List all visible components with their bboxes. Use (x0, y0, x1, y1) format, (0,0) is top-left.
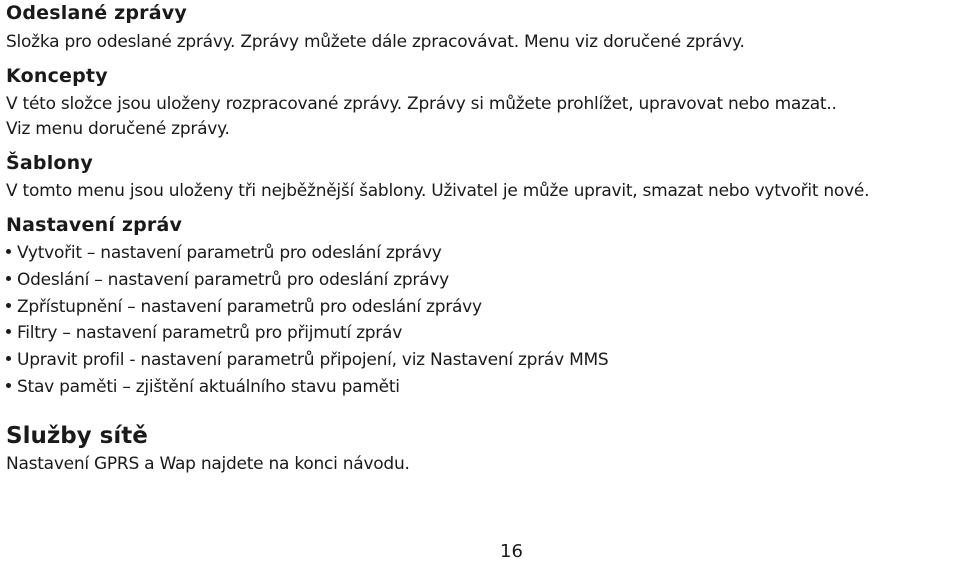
drafts-text-line-1: V této složce jsou uloženy rozpracované zprávy. Zprávy si můžete prohlížet, upravovat nebo mazat.. (6, 94, 837, 114)
manual-page (6, 0, 956, 565)
heading-drafts: Koncepty (6, 65, 108, 87)
settings-list-item: Vytvořit – nastavení parametrů pro odeslání zprávy (6, 243, 442, 263)
heading-network-services: Služby sítě (6, 423, 148, 449)
heading-sent-messages: Odeslané zprávy (6, 2, 187, 24)
settings-list-item: Upravit profil - nastavení parametrů připojení, viz Nastavení zpráv MMS (6, 350, 608, 370)
heading-message-settings: Nastavení zpráv (6, 214, 183, 236)
settings-list-item: Stav paměti – zjištění aktuálního stavu paměti (6, 377, 400, 397)
templates-text: V tomto menu jsou uloženy tři nejběžnější šablony. Uživatel je může upravit, smazat nebo vytvořit nové. (6, 181, 870, 201)
settings-list-item: Zpřístupnění – nastavení parametrů pro odeslání zprávy (6, 297, 482, 317)
settings-list-item: Filtry – nastavení parametrů pro přijmutí zpráv (6, 323, 402, 343)
bullet-icon (6, 303, 11, 308)
bullet-icon (6, 383, 11, 388)
sent-messages-text: Složka pro odeslané zprávy. Zprávy můžete dále zpracovávat. Menu viz doručené zprávy. (6, 32, 745, 52)
bullet-icon (6, 249, 11, 254)
bullet-icon (6, 276, 11, 281)
settings-list-item: Odeslání – nastavení parametrů pro odeslání zprávy (6, 270, 449, 290)
page-number: 16 (500, 541, 523, 562)
drafts-text-line-2: Viz menu doručené zprávy. (6, 119, 230, 139)
heading-templates: Šablony (6, 152, 93, 174)
network-services-text: Nastavení GPRS a Wap najdete na konci návodu. (6, 454, 410, 474)
bullet-icon (6, 356, 11, 361)
bullet-icon (6, 329, 11, 334)
